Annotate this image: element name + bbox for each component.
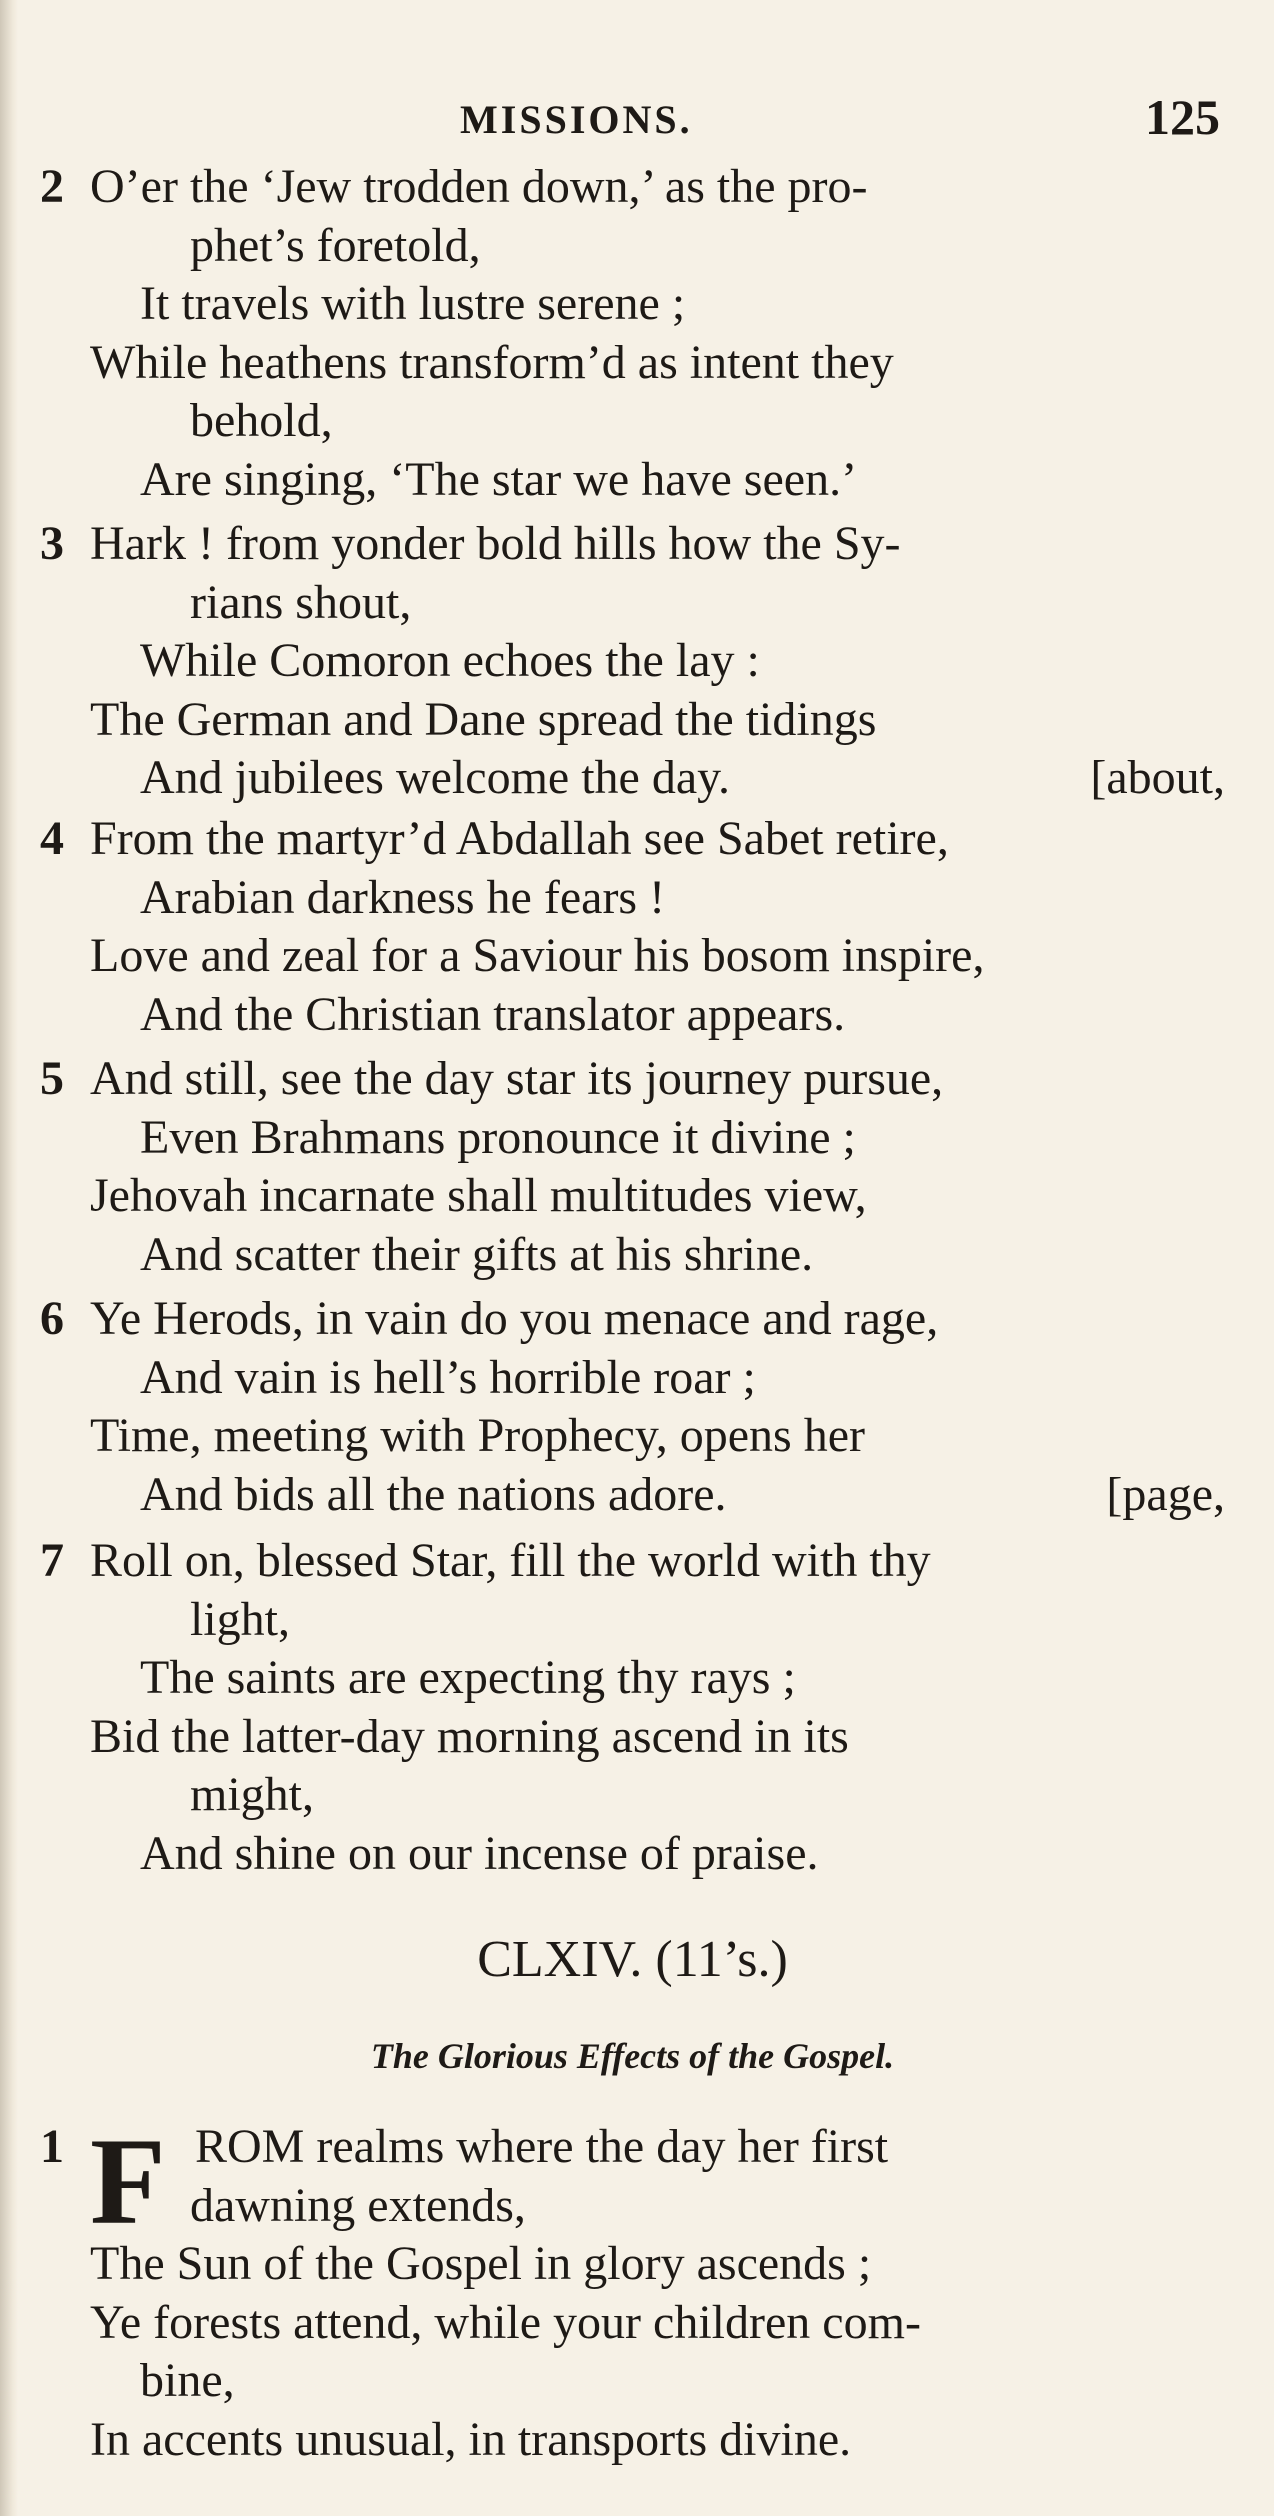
- stanza-7: [40, 1532, 1225, 1883]
- verse-line: phet’s foretold,: [190, 218, 481, 272]
- hymn-title: The Glorious Effects of the Gospel.: [370, 2036, 895, 2076]
- verse-line: It travels with lustre serene ;: [140, 277, 686, 330]
- verse-line: Love and zeal for a Saviour his bosom inspire,: [90, 929, 985, 982]
- verse-line: Are singing, ‘The star we have seen.’: [140, 452, 858, 506]
- verse-line: Ye forests attend, while your children com-: [90, 2295, 921, 2349]
- stanza-6: [40, 1290, 1225, 1524]
- verse-line: Bid the latter-day morning ascend in its: [90, 1709, 849, 1763]
- verse-line: might,: [190, 1768, 315, 1821]
- verse-line: Even Brahmans pronounce it divine ;: [140, 1110, 856, 1164]
- hymn-number: CLXIV. (11’s.): [477, 1931, 788, 1988]
- verse-line: Time, meeting with Prophecy, opens her: [90, 1409, 866, 1462]
- verse-line: rians shout,: [190, 575, 412, 629]
- verse-line: behold,: [190, 394, 333, 447]
- verse-line: light,: [190, 1592, 291, 1646]
- verse-line: While Comoron echoes the lay :: [140, 634, 760, 687]
- verse-line: Arabian darkness he fears !: [140, 870, 666, 924]
- verse-line: And vain is hell’s horrible roar ;: [140, 1350, 756, 1404]
- verse-line: The Sun of the Gospel in glory ascends ;: [90, 2237, 872, 2290]
- page-number: 125: [1145, 89, 1220, 145]
- drop-cap: F: [90, 2113, 166, 2250]
- verse-line-text: And bids all the nations adore.: [140, 1467, 727, 1521]
- stanza-3: [40, 515, 1225, 808]
- page-header: [40, 88, 1220, 148]
- verse-line: And still, see the day star its journey pursue,: [90, 1052, 944, 1105]
- verse-line: O’er the ‘Jew trodden down,’ as the pro-: [90, 160, 868, 213]
- stanza-number: 4: [40, 812, 64, 865]
- stanza-2: [40, 158, 1225, 509]
- verse-line: And the Christian translator appears.: [140, 987, 846, 1041]
- turnover-word: [page,: [1106, 1467, 1225, 1521]
- verse-line: Ye Herods, in vain do you menace and rage,: [90, 1292, 939, 1345]
- verse-line: And scatter their gifts at his shrine.: [140, 1227, 814, 1281]
- verse-line: Jehovah incarnate shall multitudes view,: [90, 1169, 867, 1222]
- verse-line: ROM realms where the day her first: [195, 2120, 889, 2173]
- stanza-number: 3: [40, 517, 64, 570]
- stanza-4: [40, 810, 1225, 1044]
- hymn2-stanza-1: [40, 2113, 1225, 2469]
- verse-line: From the martyr’d Abdallah see Sabet retire,: [90, 812, 949, 865]
- stanza-number: 7: [40, 1534, 64, 1587]
- running-title: MISSIONS.: [460, 97, 693, 142]
- stanza-number: 6: [40, 1292, 64, 1345]
- verse-line: Roll on, blessed Star, fill the world with thy: [90, 1534, 931, 1587]
- turnover-word: [about,: [1090, 751, 1225, 804]
- verse-line: The German and Dane spread the tidings: [90, 692, 877, 746]
- stanza-number: 2: [40, 160, 64, 213]
- verse-line: In accents unusual, in transports divine.: [90, 2412, 852, 2466]
- verse-line: And shine on our incense of praise.: [140, 1826, 819, 1880]
- stanza-5: [40, 1050, 1225, 1284]
- book-page: [40, 0, 1250, 2516]
- verse-line: [40, 1466, 1225, 1525]
- verse-line: bine,: [140, 2354, 235, 2407]
- stanza-number: 5: [40, 1052, 64, 1105]
- verse-line: While heathens transform’d as intent they: [90, 335, 894, 389]
- verse-line-text: And jubilees welcome the day.: [140, 751, 731, 804]
- verse-line: dawning extends,: [190, 2178, 526, 2232]
- verse-line: The saints are expecting thy rays ;: [140, 1651, 796, 1704]
- stanza-number: 1: [40, 2120, 64, 2173]
- verse-line: [40, 749, 1225, 808]
- verse-line: Hark ! from yonder bold hills how the Sy-: [90, 517, 901, 570]
- page-binding-edge: [0, 0, 18, 2516]
